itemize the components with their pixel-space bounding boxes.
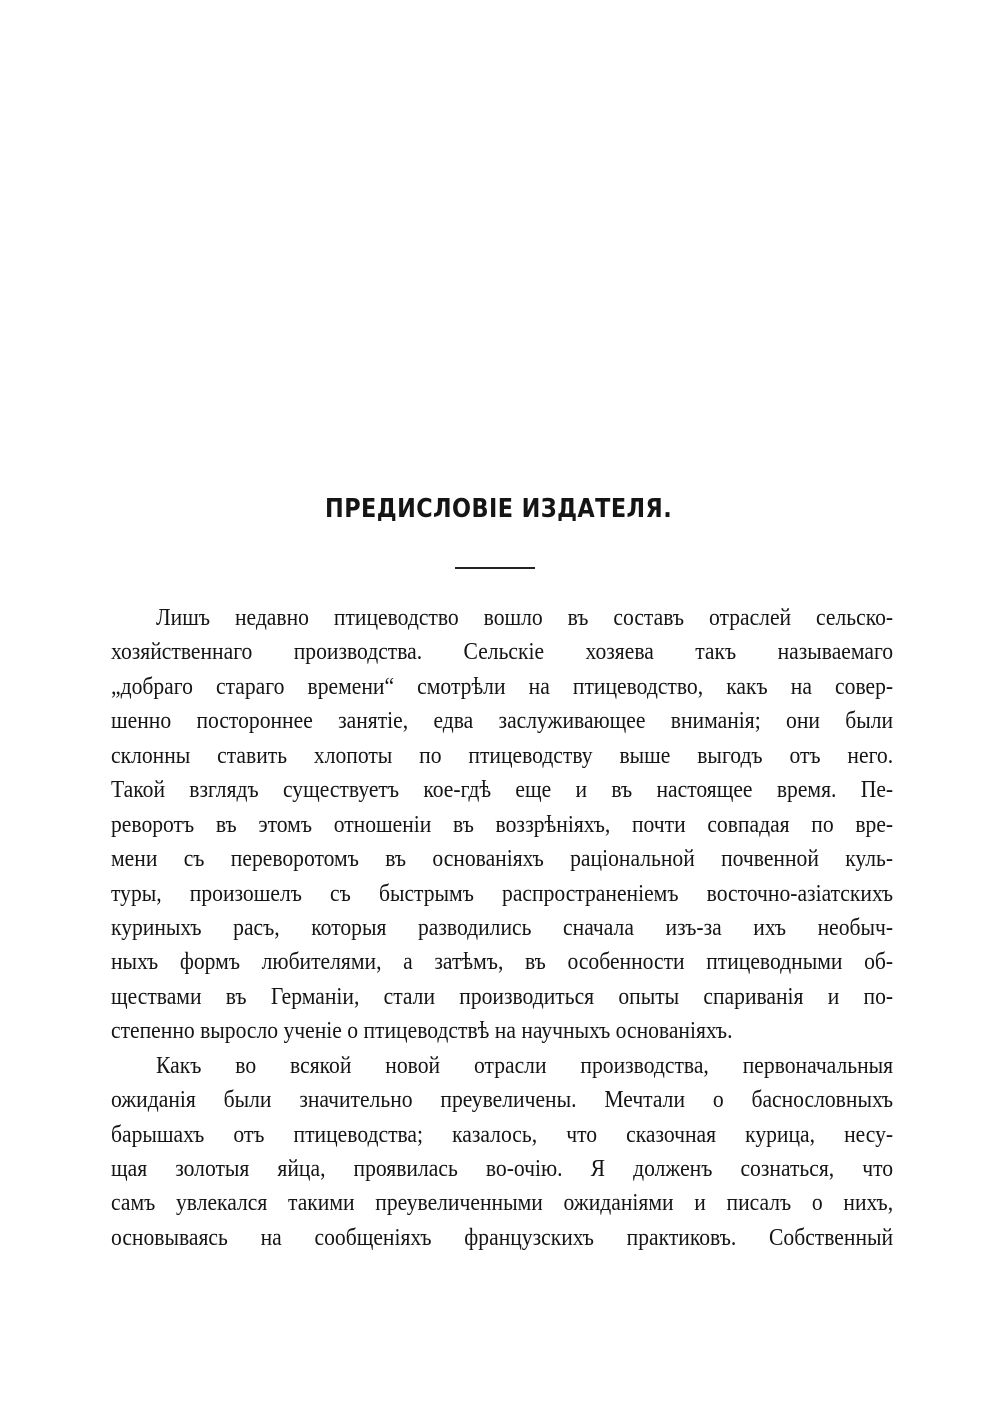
- page-title: ПРЕДИСЛОВІЕ ИЗДАТЕЛЯ.: [325, 494, 673, 524]
- text-line: „добраго стараго времени“ смотрѣли на птицеводство, какъ на совер-: [111, 673, 894, 700]
- text-line: ныхъ формъ любителями, а затѣмъ, въ особенности птицеводными об-: [111, 949, 894, 976]
- text-line: куриныхъ расъ, которыя разводились сначала изъ-за ихъ необыч-: [111, 914, 894, 941]
- paragraph-2: [111, 1049, 893, 1256]
- text-line: туры, произошелъ съ быстрымъ распространеніемъ восточно-азіатскихъ: [111, 880, 894, 907]
- text-line: щая золотыя яйца, проявилась во-очію. Я долженъ сознаться, что: [111, 1156, 894, 1182]
- text-line: Какъ во всякой новой отрасли производства, первоначальныя: [156, 1052, 894, 1079]
- body-text: [111, 601, 893, 1255]
- text-line: шенно постороннее занятіе, едва заслуживающее вниманія; они были: [111, 708, 894, 735]
- text-line: Такой взглядъ существуетъ кое-гдѣ еще и въ настоящее время. Пе-: [111, 777, 894, 804]
- text-line: барышахъ отъ птицеводства; казалось, что сказочная курица, несу-: [111, 1121, 894, 1148]
- text-line: склонны ставить хлопоты по птицеводству выше выгодъ отъ него.: [111, 742, 894, 769]
- text-line: ществами въ Германіи, стали производиться опыты спариванія и по-: [111, 983, 894, 1010]
- text-line: самъ увлекался такими преувеличенными ожиданіями и писалъ о нихъ,: [111, 1190, 894, 1217]
- text-line: основываясь на сообщеніяхъ французскихъ практиковъ. Собственный: [111, 1224, 894, 1251]
- text-line: хозяйственнаго производства. Сельскіе хозяева такъ называемаго: [111, 639, 894, 666]
- text-line: Лишъ недавно птицеводство вошло въ составъ отраслей сельско-: [156, 605, 894, 631]
- paragraph-1: [111, 601, 893, 1049]
- text-line: ожиданія были значительно преувеличены. Мечтали о баснословныхъ: [111, 1087, 894, 1114]
- text-line: реворотъ въ этомъ отношеніи въ воззрѣніяхъ, почти совпадая по вре-: [111, 811, 894, 838]
- text-line: мени съ переворотомъ въ основаніяхъ раціональной почвенной куль-: [111, 846, 894, 873]
- text-line: степенно выросло ученіе о птицеводствѣ на научныхъ основаніяхъ.: [111, 1018, 733, 1045]
- title-divider: [455, 567, 535, 569]
